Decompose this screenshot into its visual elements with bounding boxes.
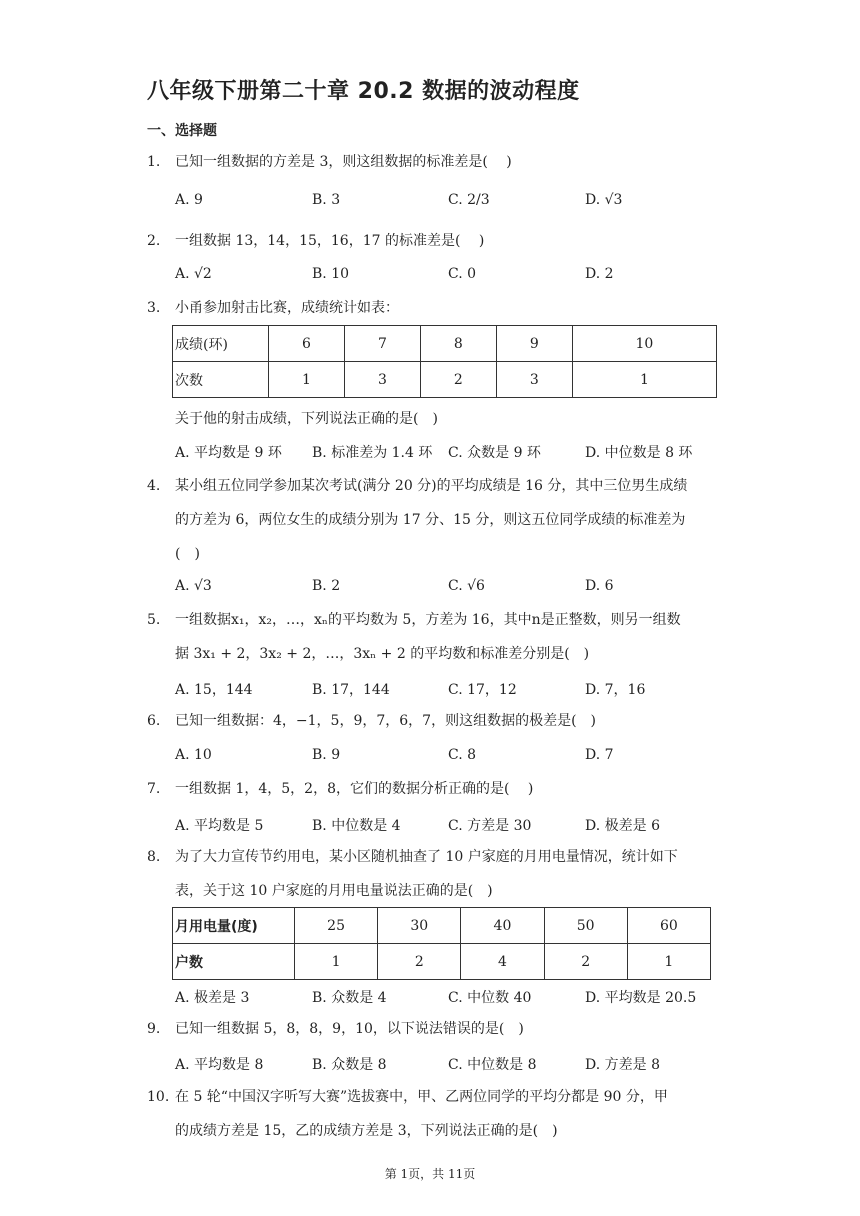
question-10 bbox=[147, 1080, 717, 1148]
option-c: C. √6 bbox=[448, 578, 485, 594]
table-row-label: 成绩(环) bbox=[173, 326, 269, 362]
question-1-options bbox=[175, 192, 735, 216]
table-cell: 6 bbox=[269, 326, 345, 362]
question-text-line-3: ( ) bbox=[175, 546, 200, 562]
table-cell: 2 bbox=[544, 944, 627, 980]
option-c: C. 0 bbox=[448, 266, 477, 282]
question-number: 4. bbox=[147, 478, 161, 494]
table-cell: 1 bbox=[269, 362, 345, 398]
option-d: D. 极差是 6 bbox=[585, 818, 660, 834]
question-6 bbox=[147, 704, 717, 738]
table-cell: 40 bbox=[461, 908, 544, 944]
table-cell: 1 bbox=[627, 944, 710, 980]
table-cell: 2 bbox=[378, 944, 461, 980]
question-6-options bbox=[175, 747, 735, 771]
question-8-options bbox=[175, 987, 735, 1011]
option-a: A. 15，144 bbox=[175, 682, 253, 698]
question-5 bbox=[147, 603, 717, 671]
question-text-line-2: 的方差为 6，两位女生的成绩分别为 17 分、15 分，则这五位同学成绩的标准差为 bbox=[175, 512, 686, 528]
option-b: B. 2 bbox=[312, 578, 341, 594]
option-c: C. 2/3 bbox=[448, 192, 490, 208]
table-row-label: 次数 bbox=[173, 362, 269, 398]
question-number: 7. bbox=[147, 781, 161, 797]
option-d: D. 中位数是 8 环 bbox=[585, 445, 693, 461]
table-cell: 1 bbox=[572, 362, 716, 398]
question-text: 已知一组数据 5，8，8，9，10，以下说法错误的是( ) bbox=[175, 1021, 524, 1037]
option-b: B. 17，144 bbox=[312, 682, 390, 698]
section-heading: 一、选择题 bbox=[147, 123, 217, 139]
question-number: 5. bbox=[147, 612, 161, 628]
question-9 bbox=[147, 1012, 717, 1046]
question-text-line-1: 为了大力宣传节约用电，某小区随机抽查了 10 户家庭的月用电量情况，统计如下 bbox=[175, 849, 678, 865]
question-number: 2. bbox=[147, 233, 161, 249]
question-8 bbox=[147, 840, 717, 908]
table-cell: 3 bbox=[344, 362, 420, 398]
table-cell: 7 bbox=[344, 326, 420, 362]
table-cell: 9 bbox=[496, 326, 572, 362]
question-text: 已知一组数据的方差是 3，则这组数据的标准差是( ) bbox=[175, 154, 512, 170]
question-3 bbox=[147, 291, 717, 325]
question-7 bbox=[147, 772, 717, 806]
electricity-table bbox=[172, 907, 711, 980]
option-c: C. 17，12 bbox=[448, 682, 517, 698]
option-c: C. 中位数是 8 bbox=[448, 1057, 537, 1073]
table-row-label: 月用电量(度) bbox=[173, 908, 295, 944]
question-text-line-2: 的成绩方差是 15，乙的成绩方差是 3，下列说法正确的是( ) bbox=[175, 1123, 558, 1139]
option-b: B. 众数是 4 bbox=[312, 990, 387, 1006]
question-number: 1. bbox=[147, 154, 161, 170]
question-text-line-2: 据 3x₁ + 2，3x₂ + 2，…，3xₙ + 2 的平均数和标准差分别是( ) bbox=[175, 646, 590, 662]
table-cell: 25 bbox=[295, 908, 378, 944]
table-cell: 10 bbox=[572, 326, 716, 362]
question-number: 9. bbox=[147, 1021, 161, 1037]
option-b: B. 9 bbox=[312, 747, 341, 763]
table-cell: 30 bbox=[378, 908, 461, 944]
table-cell: 50 bbox=[544, 908, 627, 944]
page-footer: 第 1页，共 11页 bbox=[384, 1167, 476, 1181]
question-9-options bbox=[175, 1054, 735, 1078]
table-cell: 3 bbox=[496, 362, 572, 398]
option-a: A. √3 bbox=[175, 578, 212, 594]
score-table bbox=[172, 325, 717, 398]
question-number: 3. bbox=[147, 300, 161, 316]
question-text: 关于他的射击成绩，下列说法正确的是( ) bbox=[175, 411, 438, 427]
question-5-options bbox=[175, 679, 735, 703]
question-number: 8. bbox=[147, 849, 161, 865]
question-text: 一组数据 13，14，15，16，17 的标准差是( ) bbox=[175, 233, 485, 249]
question-text-line-1: 一组数据x₁，x₂，…，xₙ的平均数为 5，方差为 16，其中n是正整数，则另一组数 bbox=[175, 612, 681, 628]
option-c: C. 众数是 9 环 bbox=[448, 445, 541, 461]
table-cell: 60 bbox=[627, 908, 710, 944]
option-c: C. 8 bbox=[448, 747, 477, 763]
option-b: B. 标准差为 1.4 环 bbox=[312, 445, 433, 461]
table-row-label: 户数 bbox=[173, 944, 295, 980]
question-number: 10. bbox=[147, 1089, 170, 1105]
option-b: B. 3 bbox=[312, 192, 341, 208]
question-text-line-2: 表，关于这 10 户家庭的月用电量说法正确的是( ) bbox=[175, 883, 493, 899]
question-2-options bbox=[175, 266, 735, 290]
table-cell: 1 bbox=[295, 944, 378, 980]
question-4 bbox=[147, 469, 717, 571]
question-text: 已知一组数据：4，−1，5，9，7，6，7，则这组数据的极差是( ) bbox=[175, 713, 597, 729]
option-d: D. 平均数是 20.5 bbox=[585, 990, 697, 1006]
question-3-options bbox=[175, 442, 735, 466]
option-a: A. 平均数是 5 bbox=[175, 818, 264, 834]
option-d: D. 6 bbox=[585, 578, 614, 594]
question-text: 小甬参加射击比赛，成绩统计如表： bbox=[175, 300, 399, 316]
question-text-line-1: 某小组五位同学参加某次考试(满分 20 分)的平均成绩是 16 分，其中三位男生成绩 bbox=[175, 478, 688, 494]
option-d: D. 2 bbox=[585, 266, 614, 282]
option-a: A. 10 bbox=[175, 747, 212, 763]
question-7-options bbox=[175, 815, 735, 839]
question-1 bbox=[147, 145, 717, 179]
option-b: B. 中位数是 4 bbox=[312, 818, 401, 834]
option-b: B. 众数是 8 bbox=[312, 1057, 387, 1073]
option-c: C. 中位数 40 bbox=[448, 990, 532, 1006]
option-d: D. 7 bbox=[585, 747, 614, 763]
option-d: D. 7，16 bbox=[585, 682, 646, 698]
question-2 bbox=[147, 224, 717, 258]
option-a: A. √2 bbox=[175, 266, 212, 282]
table-cell: 8 bbox=[420, 326, 496, 362]
option-b: B. 10 bbox=[312, 266, 350, 282]
question-3-stem bbox=[147, 402, 717, 436]
page-title: 八年级下册第二十章 20.2 数据的波动程度 bbox=[147, 79, 580, 104]
table-cell: 2 bbox=[420, 362, 496, 398]
option-d: D. 方差是 8 bbox=[585, 1057, 660, 1073]
question-text-line-1: 在 5 轮“中国汉字听写大赛”选拔赛中，甲、乙两位同学的平均分都是 90 分，甲 bbox=[175, 1089, 668, 1105]
question-text: 一组数据 1，4，5，2，8，它们的数据分析正确的是( ) bbox=[175, 781, 534, 797]
table-cell: 4 bbox=[461, 944, 544, 980]
option-a: A. 平均数是 9 环 bbox=[175, 445, 282, 461]
question-4-options bbox=[175, 578, 735, 602]
option-c: C. 方差是 30 bbox=[448, 818, 532, 834]
question-number: 6. bbox=[147, 713, 161, 729]
option-d: D. √3 bbox=[585, 192, 623, 208]
option-a: A. 平均数是 8 bbox=[175, 1057, 264, 1073]
option-a: A. 极差是 3 bbox=[175, 990, 250, 1006]
option-a: A. 9 bbox=[175, 192, 203, 208]
